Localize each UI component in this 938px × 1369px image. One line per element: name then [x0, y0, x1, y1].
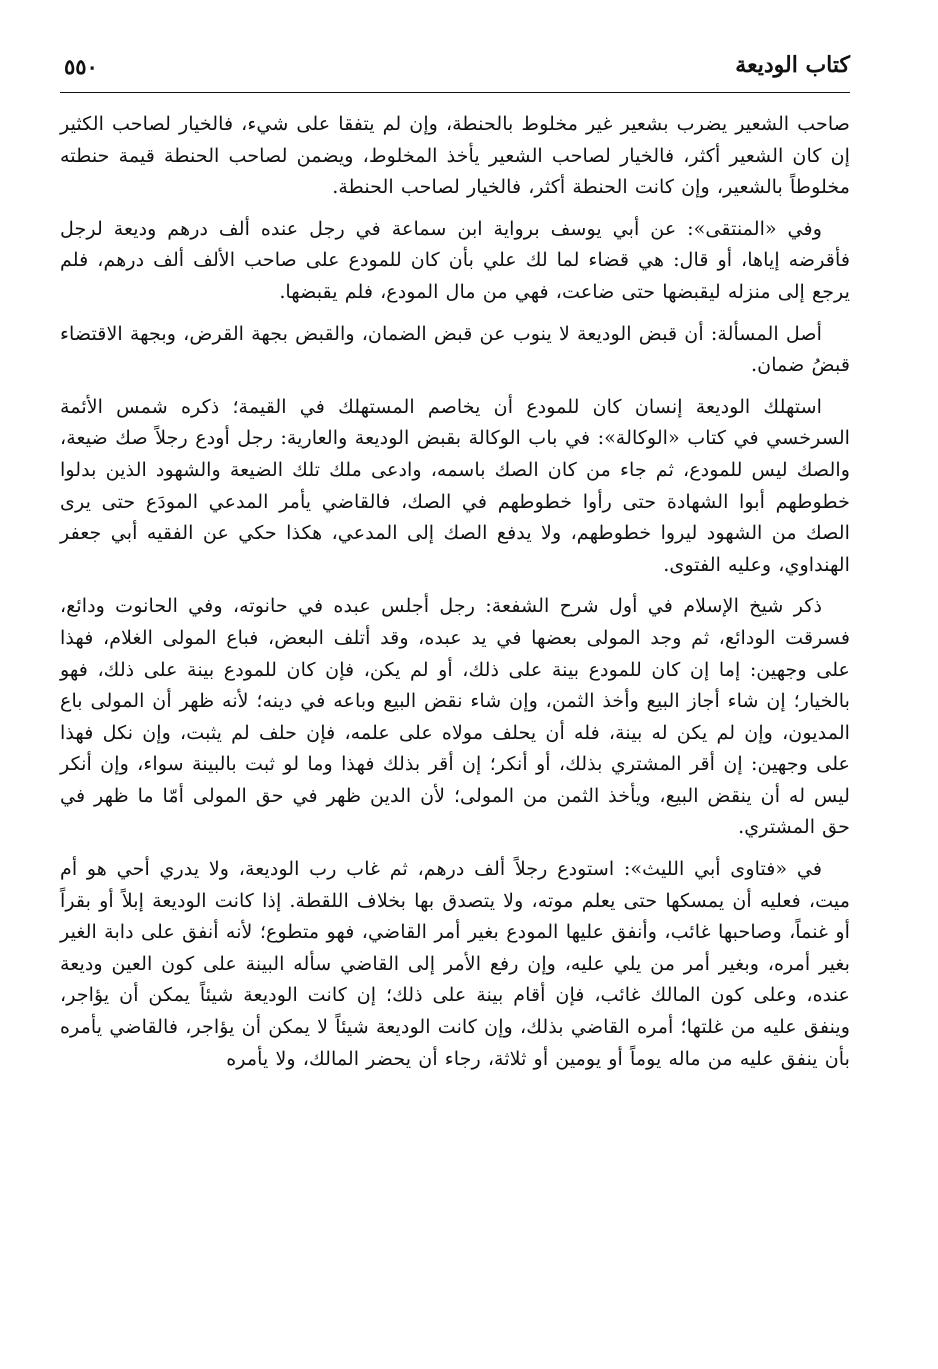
paragraph-6: في «فتاوى أبي الليث»: استودع رجلاً ألف درهم، ثم غاب رب الوديعة، ولا يدري أحي هو أم ميت، فعليه أن يمسكها حتى يعلم موته، ولا يتصدق بها بخلاف اللقطة. إذا كانت الوديعة إبلاً أو بقراً أو غنماً، وصاحبها غائب، وأنفق عليها المودع بغير أمر القاضي، فهو متطوع؛ لأنه أنفق على دابة الغير بغير أمره، وبغير أمر من يلي عليه، وإن رفع الأمر إلى القاضي سأله البينة على كون العين وديعة عنده، وعلى كون المالك غائب، فإن أقام بينة على ذلك؛ إن كانت الوديعة شيئاً يمكن أن يؤاجر، وينفق عليه من غلتها؛ أمره القاضي بذلك، وإن كانت الوديعة شيئاً لا يمكن أن يؤاجر، فالقاضي يأمره بأن ينفق عليه من ماله يوماً أو يومين أو ثلاثة، رجاء أن يحضر المالك، ولا يأمره [60, 857, 850, 1070]
header-rule [60, 92, 850, 93]
page-header [60, 44, 850, 94]
page-number: ٥٥٠ [64, 54, 98, 79]
page-body [60, 108, 850, 1084]
paragraph-5: ذكر شيخ الإسلام في أول شرح الشفعة: رجل أجلس عبده في حانوته، وفي الحانوت ودائع، فسرقت الودائع، ثم وجد المولى بعضها في يد عبده، وقد أتلف البعض، فباع المولى الغلام، فهذا على وجهين: إما إن كان للمودع بينة على ذلك، أو لم يكن، فإن كان للمودع بينة على ذلك، فهو بالخيار؛ إن شاء أجاز البيع وأخذ الثمن، وإن شاء نقض البيع وباعه في دينه؛ لأنه ظهر أن المولى باع المديون، وإن لم يكن له بينة، فله أن يحلف مولاه على علمه، فإن حلف لم يثبت، وإن نكل فهذا على وجهين: إن أقر المشتري بذلك، أو أنكر؛ إن أقر بذلك فهذا وما لو ثبت بالبينة سواء، وإن أنكر ليس له أن ينقض البيع، ويأخذ الثمن من المولى؛ لأن الدين ظهر في حق المولى أمّا ما ظهر في حق المشتري. [60, 594, 850, 839]
paragraph-3: أصل المسألة: أن قبض الوديعة لا ينوب عن قبض الضمان، والقبض بجهة القرض، وبجهة الاقتضاء قبضُ ضمان. [60, 321, 850, 377]
paragraph-2: وفي «المنتقى»: عن أبي يوسف برواية ابن سماعة في رجل عنده ألف درهم وديعة لرجل فأقرضه إياها، أو قال: هي قضاء لما لك علي بأن كان للمودع على صاحب الألف ألف درهم، فلم يرجع إلى منزله ليقبضها حتى ضاعت، فهي من مال المودع، فلم يقبضها. [60, 216, 850, 303]
book-page [60, 44, 850, 1354]
paragraph-1: صاحب الشعير يضرب بشعير غير مخلوط بالحنطة، وإن لم يتفقا على شيء، فالخيار لصاحب الكثير إن كان الشعير أكثر، فالخيار لصاحب الشعير يأخذ المخلوط، ويضمن لصاحب الحنطة قيمة حنطته مخلوطاً بالشعير، وإن كانت الحنطة أكثر، فالخيار لصاحب الحنطة. [60, 112, 850, 199]
book-title: كتاب الوديعة [735, 52, 850, 78]
paragraph-4: استهلك الوديعة إنسان كان للمودع أن يخاصم المستهلك في القيمة؛ ذكره شمس الأئمة السرخسي في كتاب «الوكالة»: في باب الوكالة بقبض الوديعة والعارية: رجل أودع رجلاً صك ضيعة، والصك ليس للمودع، ثم جاء من كان الصك باسمه، وادعى ملك تلك الضيعة والشهود الذين بدلوا خطوطهم أبوا الشهادة حتى رأوا خطوطهم في الصك، فالقاضي يأمر المدعي المودَع حتى يرى الصك من الشهود ليروا خطوطهم، ولا يدفع الصك إلى المدعي، هكذا حكي عن الفقيه أبي جعفر الهنداوي، وعليه الفتوى. [60, 394, 850, 576]
